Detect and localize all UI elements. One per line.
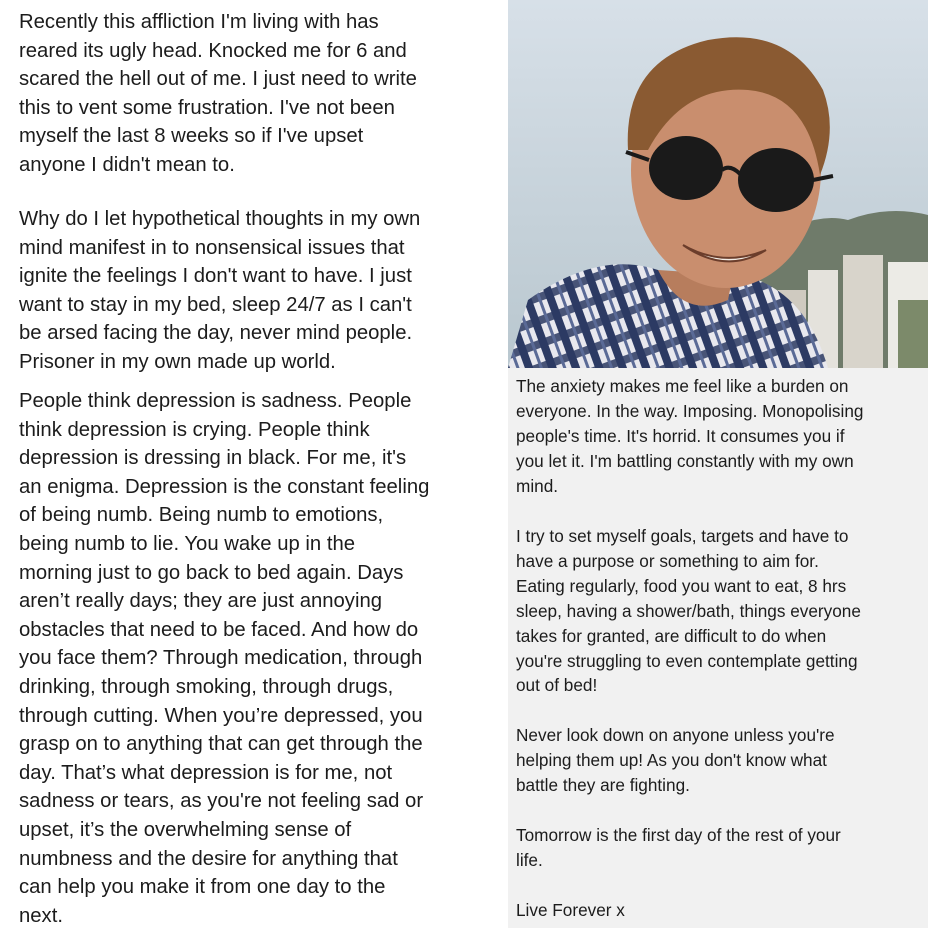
left-paragraph-3: People think depression is sadness. People think depression is crying. People think depression is dressing in black. For me, it's an enigma. Depression is the constant feeling of being numb. Being numb to emotions, being numb to lie. You wake up in the morning just to go back to bed again. Days aren’t really days; they are just annoying obstacles that need to be faced. And how do you face them? Through medication, through drinking, through smoking, through drugs, through cutting. When you’re depressed, you grasp on to anything that can get through the day. That’s what depression is for me, not sadness or tears, as you're not feeling sad or upset, it’s the overwhelming sense of numbness and the desire for anything that can help you make it from one day to the next.: [19, 390, 430, 927]
left-paragraph-1: Recently this affliction I'm living with has reared its ugly head. Knocked me for 6 and scared the hell out of me. I just need to write this to vent some frustration. I've not been myself the last 8 weeks so if I've upset anyone I didn't mean to.: [19, 11, 417, 176]
right-paragraph-2: I try to set myself goals, targets and have to have a purpose or something to aim for. Eating regularly, food you want to eat, 8 hrs sleep, having a shower/bath, things everyone takes for granted, are difficult to do when you're struggling to even contemplate getting out of bed!: [516, 526, 861, 696]
portrait-illustration: [508, 0, 928, 368]
right-paragraph-1: The anxiety makes me feel like a burden on everyone. In the way. Imposing. Monopolising people's time. It's horrid. It consumes you if you let it. I'm battling constantly with my own mind.: [516, 376, 864, 496]
left-paragraph-2: Why do I let hypothetical thoughts in my own mind manifest in to nonsensical issues that ignite the feelings I don't want to have. I just want to stay in my bed, sleep 24/7 as I can't be arsed facing the day, never mind people. Prisoner in my own made up world.: [19, 208, 421, 373]
portrait-photo: [508, 0, 928, 368]
right-paragraph-4: Tomorrow is the first day of the rest of your life.: [516, 825, 841, 870]
signoff-text: Live Forever x: [516, 900, 625, 920]
right-panel: [508, 0, 928, 928]
right-paragraph-3: Never look down on anyone unless you're helping them up! As you don't know what battle they are fighting.: [516, 725, 835, 795]
